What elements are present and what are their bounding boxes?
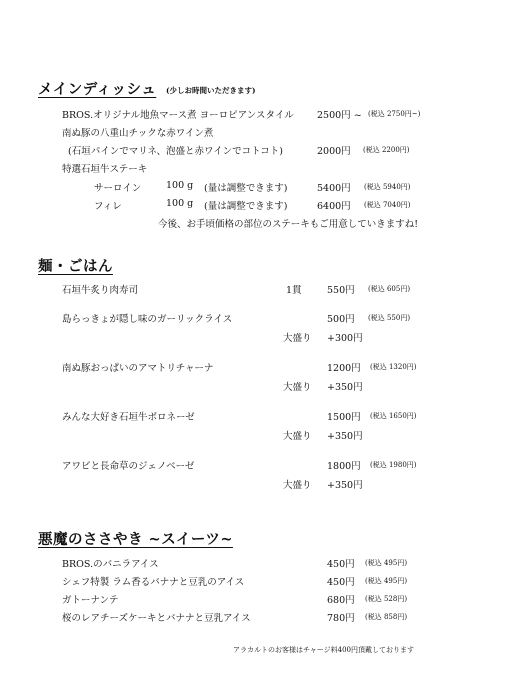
sushi-price: 550円 xyxy=(327,285,355,296)
bros-dish-price: 2500円 ~ xyxy=(317,110,362,121)
rice-tax: (税込 550円) xyxy=(368,314,411,322)
bolo-tax: (税込 1650円) xyxy=(370,412,417,420)
sushi-name: 石垣牛炙り肉寿司 xyxy=(62,285,139,296)
bros-dish-tax: (税込 2750円~) xyxy=(368,110,421,118)
gateau-tax: (税込 528円) xyxy=(365,595,408,603)
pork-dish-price: 2000円 xyxy=(317,146,351,157)
sirloin-price: 5400円 xyxy=(317,183,351,194)
fillet-tax: (税込 7040円) xyxy=(364,201,411,209)
sirloin-note: (量は調整できます) xyxy=(204,183,288,194)
bolo-large-price: +350円 xyxy=(327,431,363,442)
rice-large-price: +300円 xyxy=(327,333,363,344)
sirloin-name: サーロイン xyxy=(94,183,142,194)
geno-name: アワビと長命草のジェノベーゼ xyxy=(62,461,195,472)
fillet-note: (量は調整できます) xyxy=(204,201,288,212)
amatri-tax: (税込 1320円) xyxy=(370,363,417,371)
vanilla-price: 450円 xyxy=(327,559,355,570)
vanilla-tax: (税込 495円) xyxy=(365,559,408,567)
geno-large-label: 大盛り xyxy=(283,480,312,491)
fillet-weight: 100 g xyxy=(166,198,194,209)
sushi-tax: (税込 605円) xyxy=(368,285,411,293)
steak-footnote: 今後、お手頃価格の部位のステーキもご用意していきますね! xyxy=(158,219,419,230)
pork-dish-tax: (税込 2200円) xyxy=(363,146,410,154)
cheese-price: 780円 xyxy=(327,613,355,624)
noodles-section-title: 麺・ごはん xyxy=(38,258,113,275)
gateau-price: 680円 xyxy=(327,595,355,606)
bolo-name: みんな大好き石垣牛ボロネーゼ xyxy=(62,412,195,423)
pork-dish-name: 南ぬ豚の八重山チックな赤ワイン煮 xyxy=(62,128,214,139)
geno-tax: (税込 1980円) xyxy=(370,461,417,469)
sirloin-tax: (税込 5940円) xyxy=(364,183,411,191)
pork-dish-subtitle: (石垣パインでマリネ、泡盛と赤ワインでコトコト) xyxy=(68,146,283,157)
geno-price: 1800円 xyxy=(327,461,361,472)
amatri-price: 1200円 xyxy=(327,363,361,374)
geno-large-price: +350円 xyxy=(327,480,363,491)
banana-price: 450円 xyxy=(327,577,355,588)
cheese-name: 桜のレアチーズケーキとバナナと豆乳アイス xyxy=(62,613,251,624)
bolo-price: 1500円 xyxy=(327,412,361,423)
charge-note: アラカルトのお客様はチャージ料400円頂戴しております xyxy=(233,646,415,654)
rice-price: 500円 xyxy=(327,314,355,325)
steak-dish-name: 特選石垣牛ステーキ xyxy=(62,164,148,175)
main-section-note: (少しお時間いただきます) xyxy=(166,86,256,95)
fillet-name: フィレ xyxy=(94,201,122,212)
bros-dish-name: BROS.オリジナル地魚マース煮 ヨーロピアンスタイル xyxy=(62,110,294,121)
bolo-large-label: 大盛り xyxy=(283,431,312,442)
rice-name: 島らっきょが隠し味のガーリックライス xyxy=(62,314,233,325)
amatri-name: 南ぬ豚おっぱいのアマトリチャーナ xyxy=(62,363,214,374)
vanilla-name: BROS.のバニラアイス xyxy=(62,559,159,570)
amatri-large-label: 大盛り xyxy=(283,382,312,393)
gateau-name: ガトーナンテ xyxy=(62,595,119,606)
main-section-title: メインディッシュ xyxy=(38,81,157,98)
sushi-qty: 1貫 xyxy=(286,285,302,296)
banana-tax: (税込 495円) xyxy=(365,577,408,585)
cheese-tax: (税込 858円) xyxy=(365,613,408,621)
rice-large-label: 大盛り xyxy=(283,333,312,344)
fillet-price: 6400円 xyxy=(317,201,351,212)
sweets-section-title: 悪魔のささやき ~スイーツ~ xyxy=(38,531,233,548)
amatri-large-price: +350円 xyxy=(327,382,363,393)
sirloin-weight: 100 g xyxy=(166,180,194,191)
banana-name: シェフ特製 ラム香るバナナと豆乳のアイス xyxy=(62,577,245,588)
